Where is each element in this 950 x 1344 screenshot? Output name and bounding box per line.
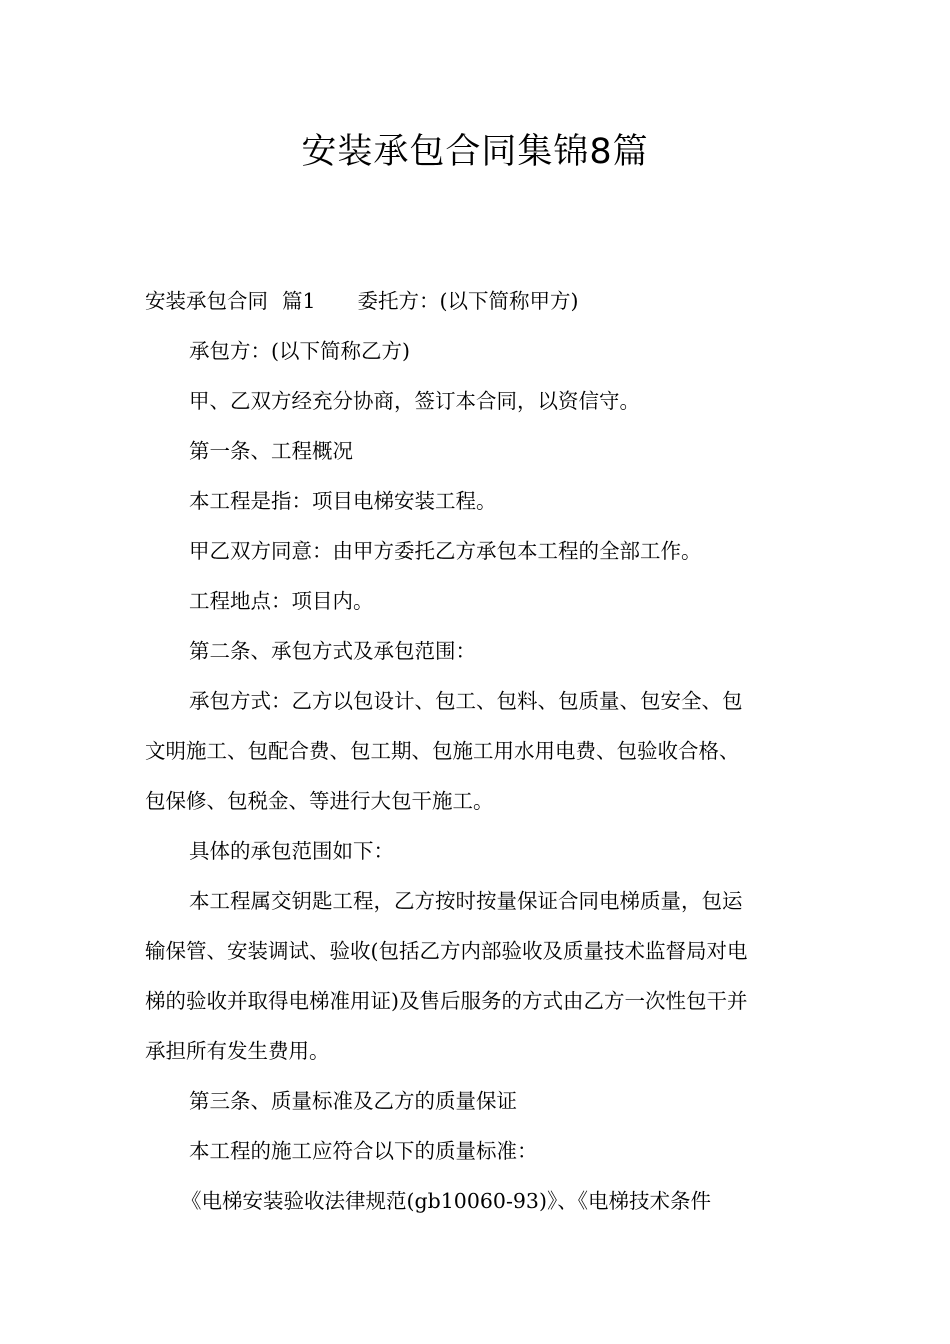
paragraph-line-17: 本工程的施工应符合以下的质量标准： xyxy=(189,1139,538,1163)
paragraph-line-15: 承担所有发生费用。 xyxy=(145,1039,330,1063)
client-party-line: 委托方：(以下简称甲方) xyxy=(357,289,579,313)
paragraph-line-11: 具体的承包范围如下： xyxy=(189,839,394,863)
paragraph-line-14: 梯的验收并取得电梯准用证)及售后服务的方式由乙方一次性包干并 xyxy=(145,989,748,1013)
paragraph-line-6: 工程地点：项目内。 xyxy=(189,589,374,613)
paragraph-line-2: 甲、乙双方经充分协商，签订本合同，以资信守。 xyxy=(189,389,640,413)
paragraph-line-4: 本工程是指：项目电梯安装工程。 xyxy=(189,489,497,513)
contract-heading: 安装承包合同 xyxy=(145,289,268,313)
paragraph-line-12: 本工程属交钥匙工程，乙方按时按量保证合同电梯质量，包运 xyxy=(189,889,743,913)
paragraph-line-10: 包保修、包税金、等进行大包干施工。 xyxy=(145,789,494,813)
document-body xyxy=(145,276,810,1226)
paragraph-line-8: 承包方式：乙方以包设计、包工、包料、包质量、包安全、包 xyxy=(189,689,743,713)
contract-number: 篇1 xyxy=(282,289,316,313)
paragraph-line-5: 甲乙双方同意：由甲方委托乙方承包本工程的全部工作。 xyxy=(189,539,702,563)
paragraph-line-18: 《电梯安装验收法律规范(gb10060-93)》、《电梯技术条件 xyxy=(181,1189,711,1213)
section-heading-3: 第三条、质量标准及乙方的质量保证 xyxy=(189,1089,517,1113)
paragraph-line-1: 承包方：(以下简称乙方) xyxy=(189,339,410,363)
section-heading-1: 第一条、工程概况 xyxy=(189,439,353,463)
document-title: 安装承包合同集锦8篇 xyxy=(301,132,649,172)
paragraph-line-13: 输保管、安装调试、验收(包括乙方内部验收及质量技术监督局对电 xyxy=(145,939,748,963)
section-heading-2: 第二条、承包方式及承包范围： xyxy=(189,639,476,663)
paragraph-line-0 xyxy=(145,276,810,326)
paragraph-line-9: 文明施工、包配合费、包工期、包施工用水用电费、包验收合格、 xyxy=(145,739,740,763)
